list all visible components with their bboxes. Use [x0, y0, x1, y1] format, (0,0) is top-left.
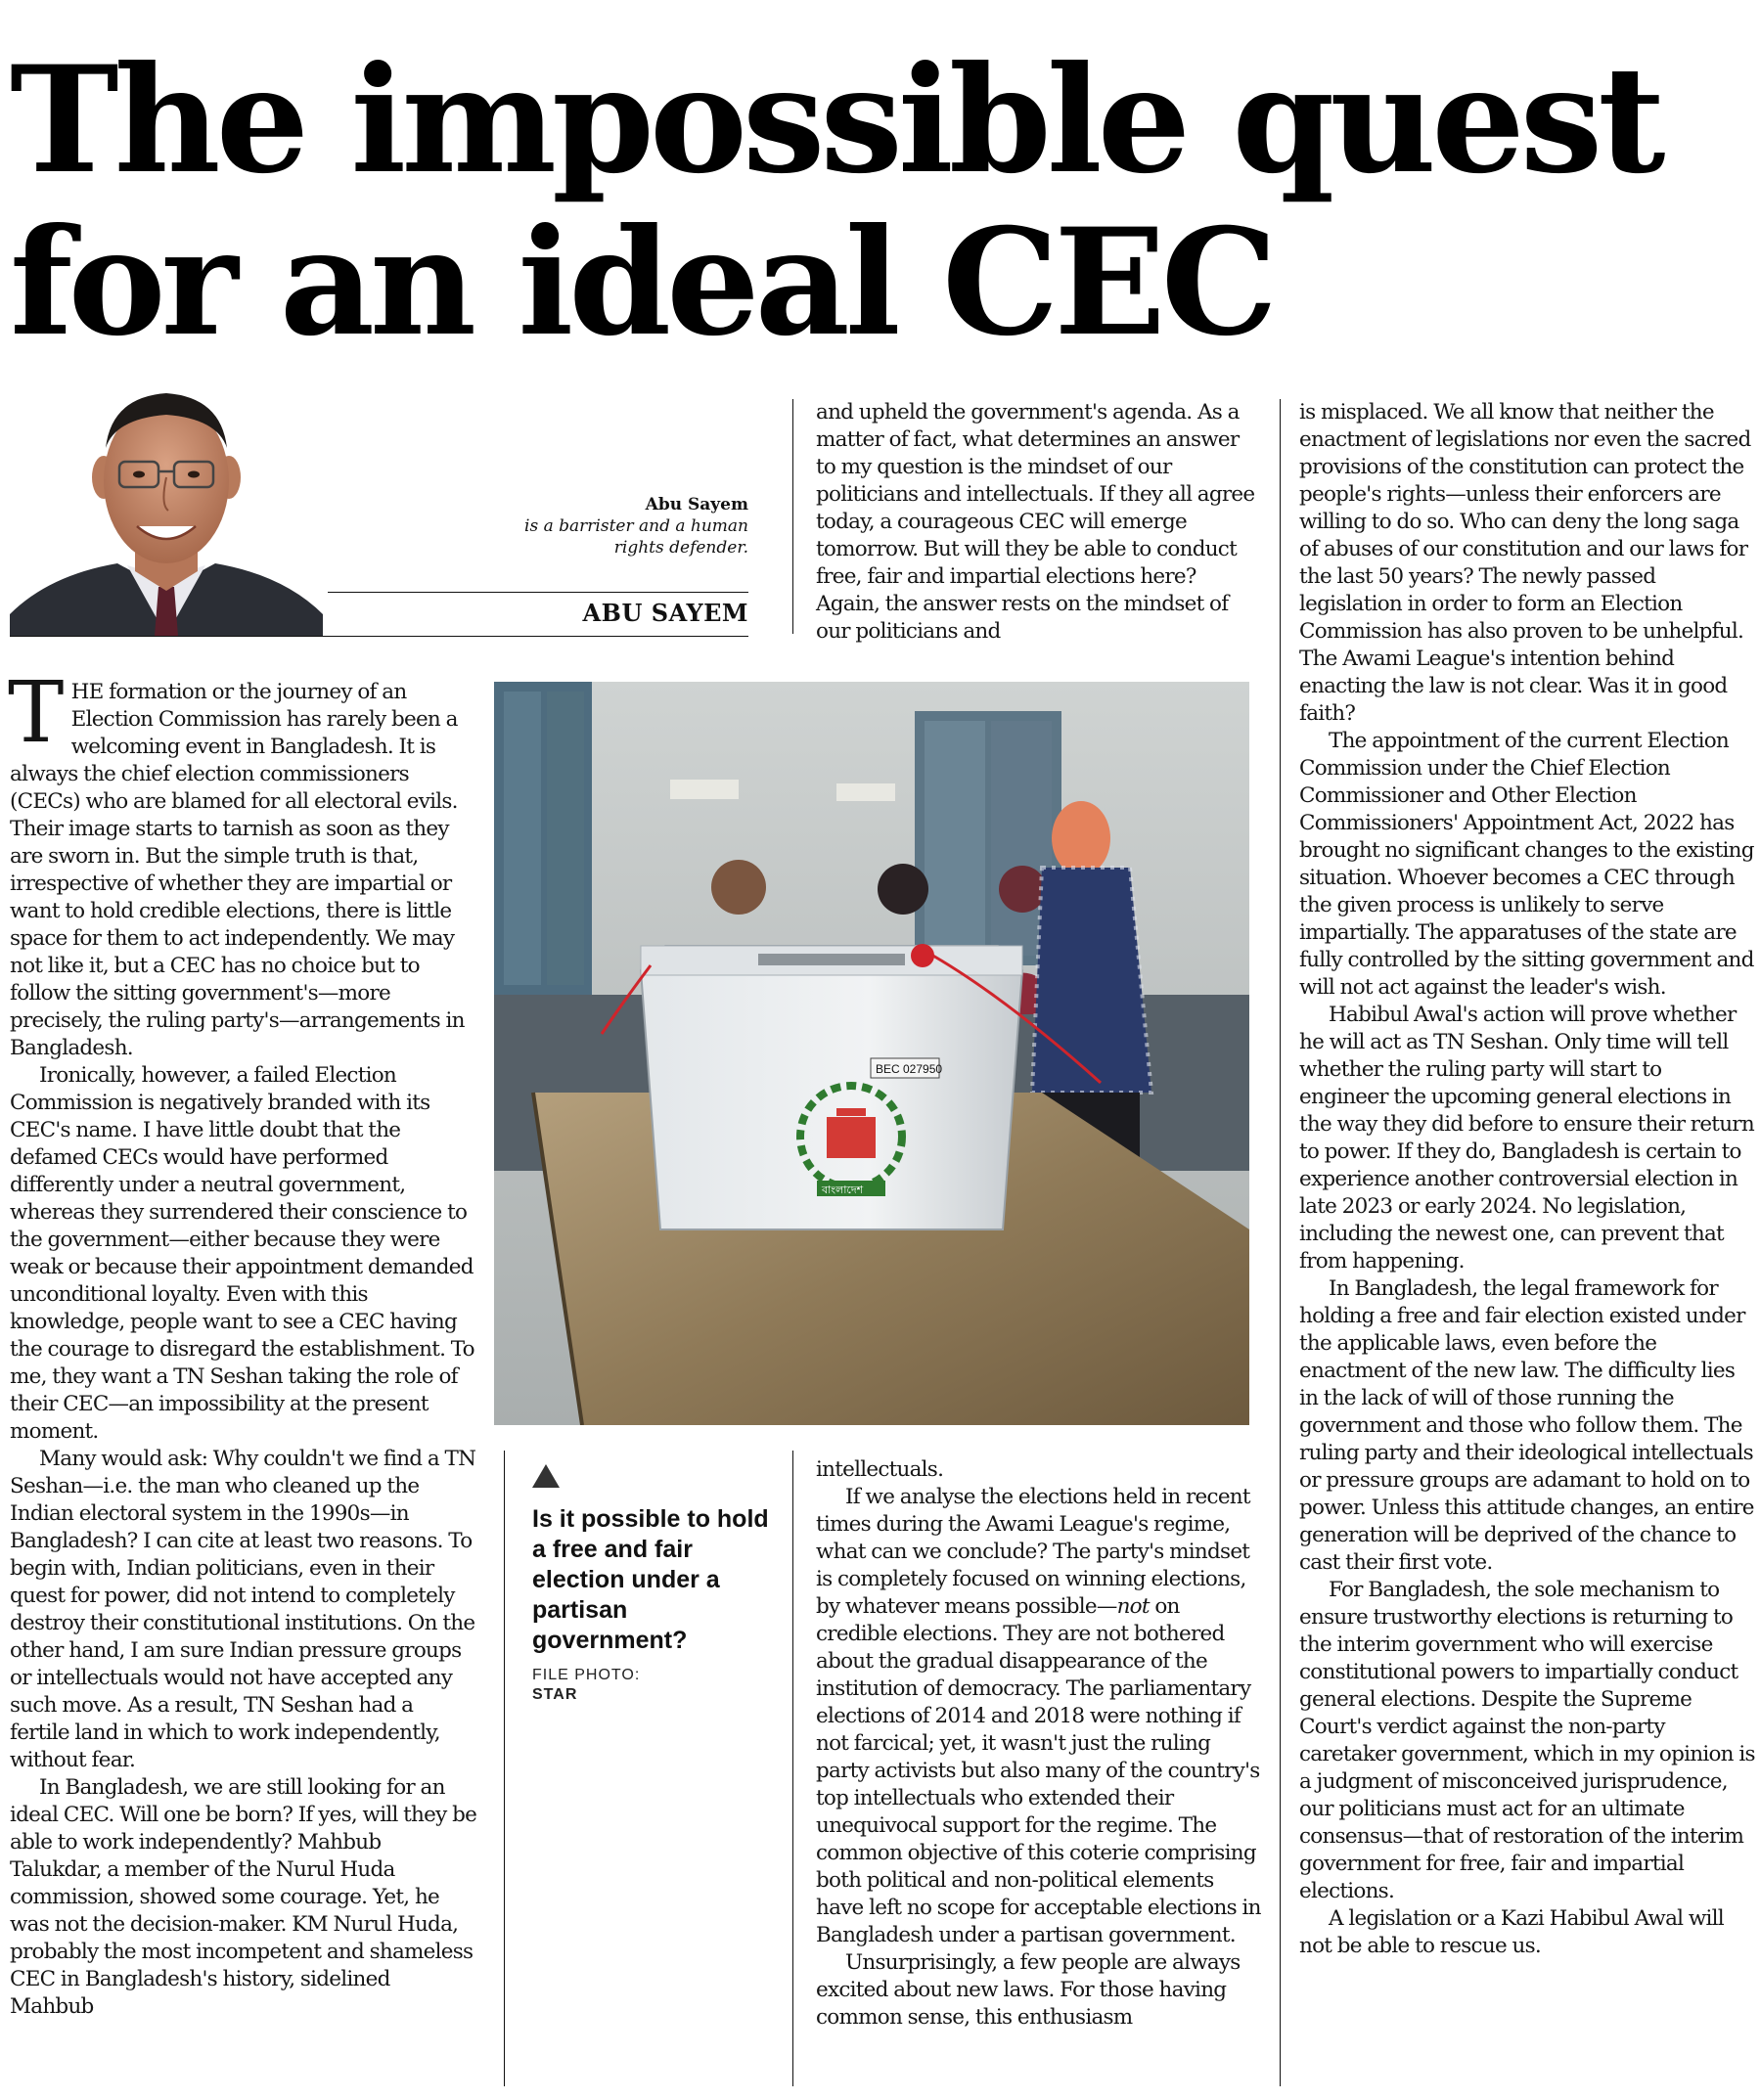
drop-cap: T — [8, 664, 64, 762]
article-column-2-bottom — [816, 1456, 1261, 2032]
author-box-bottom-rule — [10, 636, 748, 637]
author-name: Abu Sayem — [645, 495, 748, 514]
paragraph: Habibul Awal's action will prove whether he will act as TN Seshan. Only time will tell whether the ruling party will start to engineer the upcoming general elections in the way they did before to ensure their return to power. If they do, Bangladesh is certain to experience another controversial election in late 2023 or early 2024. No legislation, including the newest one, can prevent that from happening. — [1299, 1003, 1754, 1273]
paragraph: A legislation or a Kazi Habibul Awal will not be able to rescue us. — [1299, 1906, 1724, 1958]
credit-line-2: STAR — [532, 1686, 578, 1703]
photo-caption: Is it possible to hold a free and fair election under a partisan government? — [532, 1505, 769, 1654]
emphasis: not — [1116, 1594, 1150, 1619]
paragraph: Unsurprisingly, a few people are always excited about new laws. For those having common sense, this enthusiasm — [816, 1950, 1241, 2030]
column-rule-left — [504, 1451, 505, 2086]
article-column-2-top — [816, 399, 1261, 646]
author-portrait — [10, 380, 323, 636]
ballot-box-photo — [494, 682, 1249, 1425]
paragraph: Many would ask: Why couldn't we find a TN Seshan—i.e. the man who cleaned up the Indian electoral system in the 1990s—in Bangladesh? I can cite at least two reasons. To begin with, Indian politicians, even in their quest for power, did not intend to completely destroy their constitutional institutions. On the other hand, I am sure Indian pressure groups or intellectuals would not have accepted any such move. As a result, TN Seshan had a fertile land in which to work independently, without fear. — [10, 1447, 476, 1772]
article-column-1 — [8, 664, 477, 2021]
paragraph: The appointment of the current Election Commission under the Chief Election Commissioner and Other Election Commissioners' Appointment Act, 2022 has brought no significant changes to the existing situation. Whoever becomes a CEC through the given process is unlikely to serve impartially. The apparatuses of the state are fully controlled by the sitting government and will not act against the leader's wish. — [1299, 729, 1754, 1000]
paragraph: intellectuals. — [816, 1457, 944, 1482]
headline-line-2: for an ideal CEC — [10, 197, 1274, 369]
paragraph: THE formation or the journey of an Election Commission has rarely been a welcoming event in Bangladesh. It is always the chief election commissioners (CECs) who are blamed for all electoral evils. Their image starts to tarnish as soon as they are sworn in. But the simple truth is that, irrespective of whether they are impartial or want to hold credible elections, there is little space for them to act independently. We may not like it, but a CEC has no choice but to follow the sitting government's—more precisely, the ruling party's—arrangements in Bangladesh. — [8, 664, 465, 1060]
column-rule-middle — [792, 1451, 793, 2086]
headline — [10, 34, 1751, 369]
paragraph: Ironically, however, a failed Election Commission is negatively branded with its CEC's name. I have little doubt that the defamed CECs would have performed differently under a neutral government, whereas they surrendered their conscience to the government—either because they were weak or because their appointment demanded unconditional loyalty. Even with this knowledge, people want to see a CEC having the courage to disregard the establishment. To me, they want a TN Seshan taking the role of their CEC—an impossibility at the present moment. — [10, 1063, 474, 1444]
author-bio-line-1: is a barrister and a human — [524, 516, 748, 536]
article-column-3 — [1299, 399, 1755, 1960]
paragraph: In Bangladesh, the legal framework for holding a free and fair election existed under the applicable laws, even before the enactment of the new law. The difficulty lies in the lack of will of those running the government and those who follow them. The ruling party and their ideological intellectuals or pressure groups are adamant to hold on to power. Unless this attitude changes, an entire generation will be deprived of the chance to cast their first vote. — [1299, 1276, 1754, 1575]
headline-line-1: The impossible quest — [10, 34, 1661, 206]
paragraph: If we analyse the elections held in recent times during the Awami League's regime, what can we conclude? The party's mindset is completely focused on winning elections, by whatever means possible—not on credible elections. They are not bothered about the gradual disappearance of the institution of democracy. The parliamentary elections of 2014 and 2018 were nothing if not farcical; yet, it wasn't just the ruling party activists but also many of the country's top intellectuals who extended their unequivocal support for the regime. The common objective of this coterie comprising both political and non-political elements have left no scope for acceptable elections in Bangladesh under a partisan government. — [816, 1485, 1261, 1947]
emblem-text: বাংলাদেশ — [822, 1184, 864, 1196]
paragraph: is misplaced. We all know that neither the enactment of legislations nor even the sacred provisions of the constitution can protect the people's rights—unless their enforcers are willing to do so. Who can deny the long saga of abuses of our constitution and our laws for the last 50 years? The newly passed legislation in order to form an Election Commission has also proven to be unhelpful. The Awami League's intention behind enacting the law is not clear. Was it in good faith? — [1299, 400, 1751, 726]
byline: ABU SAYEM — [582, 599, 748, 627]
caption-arrow-icon — [532, 1464, 560, 1488]
paragraph: For Bangladesh, the sole mechanism to ensure trustworthy elections is returning to the interim government who will exercise constitutional powers to impartially conduct general elections. Despite the Supreme Court's verdict against the non-party caretaker government, which in my opinion is a judgment of misconceived jurisprudence, our politicians must act for an ultimate consensus—that of restoration of the interim government for free, fair and impartial elections. — [1299, 1578, 1755, 1903]
photo-credit — [532, 1666, 728, 1705]
paragraph: In Bangladesh, we are still looking for an ideal CEC. Will one be born? If yes, will they be able to work independently? Mahbub Talukdar, a member of the Nurul Huda commission, showed some courage. Yet, he was not the decision-maker. KM Nurul Huda, probably the most incompetent and shameless CEC in Bangladesh's history, sidelined Mahbub — [10, 1775, 477, 2019]
author-bio-line-2: rights defender. — [613, 538, 748, 558]
box-serial-label: BEC 027950 — [876, 1062, 943, 1076]
credit-line-1: FILE PHOTO: — [532, 1667, 641, 1683]
author-blurb — [391, 494, 748, 559]
byline-rule — [328, 592, 748, 593]
paragraph: and upheld the government's agenda. As a matter of fact, what determines an answer to my question is the mindset of our politicians and intellectuals. If they all agree today, a courageous CEC will emerge tomorrow. But will they be able to conduct free, fair and impartial elections here? Again, the answer rests on the mindset of our politicians and — [816, 400, 1255, 644]
column-rule-top — [792, 399, 793, 634]
column-rule-right — [1280, 399, 1281, 2086]
